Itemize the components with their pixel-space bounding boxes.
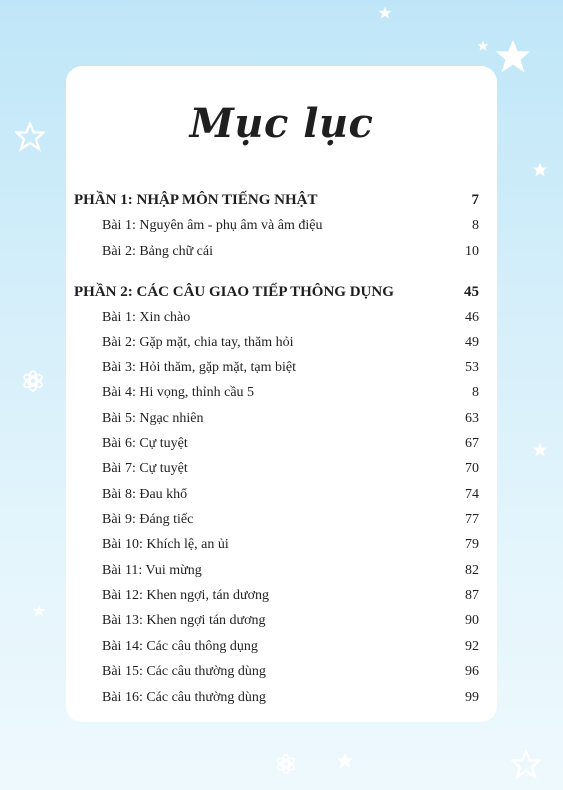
- toc-entry[interactable]: [0, 461, 563, 483]
- entry-title: Bài 16: Các câu thường dùng: [102, 690, 266, 705]
- entry-title: Bài 1: Nguyên âm - phụ âm và âm điệu: [102, 218, 323, 233]
- toc-entry[interactable]: [0, 613, 563, 635]
- entry-title: Bài 5: Ngạc nhiên: [102, 411, 204, 426]
- page-number: 87: [465, 588, 479, 603]
- entry-title: Bài 4: Hi vọng, thỉnh cầu 5: [102, 385, 255, 400]
- part-title: PHẦN 1: NHẬP MÔN TIẾNG NHẬT: [74, 192, 318, 208]
- toc-entry[interactable]: [0, 639, 563, 661]
- page-number: 90: [465, 613, 479, 628]
- page-number: 99: [465, 690, 479, 705]
- page-number: 53: [465, 360, 479, 375]
- toc-entry[interactable]: [0, 664, 563, 686]
- page-number: 96: [465, 664, 479, 679]
- entry-title: Bài 2: Gặp mặt, chia tay, thăm hỏi: [102, 335, 294, 350]
- page-number: 7: [471, 192, 479, 208]
- toc-entry[interactable]: [0, 310, 563, 332]
- part-title: PHẦN 2: CÁC CÂU GIAO TIẾP THÔNG DỤNG: [74, 284, 394, 300]
- entry-title: Bài 1: Xin chào: [102, 310, 191, 325]
- page-number: 46: [465, 310, 479, 325]
- entry-title: Bài 3: Hỏi thăm, gặp mặt, tạm biệt: [102, 360, 297, 375]
- page-number: 8: [472, 218, 479, 233]
- page-number: 63: [465, 411, 479, 426]
- page-number: 70: [465, 461, 479, 476]
- page-number: 10: [465, 244, 479, 259]
- toc-entry[interactable]: [0, 385, 563, 407]
- page-number: 8: [472, 385, 479, 400]
- toc-entry[interactable]: [0, 537, 563, 559]
- toc-entry[interactable]: [0, 218, 563, 240]
- toc-entry[interactable]: [0, 436, 563, 458]
- entry-title: Bài 10: Khích lệ, an ủi: [102, 537, 229, 552]
- toc-entry[interactable]: [0, 588, 563, 610]
- entry-title: Bài 2: Bảng chữ cái: [102, 244, 214, 259]
- entry-title: Bài 6: Cự tuyệt: [102, 436, 188, 451]
- page-number: 82: [465, 563, 479, 578]
- page-title: Mục lục: [189, 100, 374, 147]
- page-number: 45: [464, 284, 479, 300]
- toc-entry[interactable]: [0, 563, 563, 585]
- toc-entry[interactable]: [0, 335, 563, 357]
- entry-title: Bài 15: Các câu thường dùng: [102, 664, 266, 679]
- toc-entry[interactable]: [0, 690, 563, 712]
- entry-title: Bài 12: Khen ngợi, tán dương: [102, 588, 270, 603]
- entry-title: Bài 14: Các câu thông dụng: [102, 639, 258, 654]
- toc-entry[interactable]: [0, 244, 563, 266]
- toc-part-1[interactable]: [0, 192, 563, 214]
- toc-entry[interactable]: [0, 360, 563, 382]
- toc-part-2[interactable]: [0, 284, 563, 306]
- entry-title: Bài 11: Vui mừng: [102, 563, 202, 578]
- page-number: 74: [465, 487, 479, 502]
- page-number: 79: [465, 537, 479, 552]
- page-number: 49: [465, 335, 479, 350]
- entry-title: Bài 7: Cự tuyệt: [102, 461, 188, 476]
- page-number: 67: [465, 436, 479, 451]
- page-number: 92: [465, 639, 479, 654]
- toc-entry[interactable]: [0, 512, 563, 534]
- entry-title: Bài 13: Khen ngợi tán dương: [102, 613, 266, 628]
- entry-title: Bài 9: Đáng tiếc: [102, 512, 194, 527]
- entry-title: Bài 8: Đau khổ: [102, 487, 188, 502]
- page-number: 77: [465, 512, 479, 527]
- toc-entry[interactable]: [0, 411, 563, 433]
- toc-entry[interactable]: [0, 487, 563, 509]
